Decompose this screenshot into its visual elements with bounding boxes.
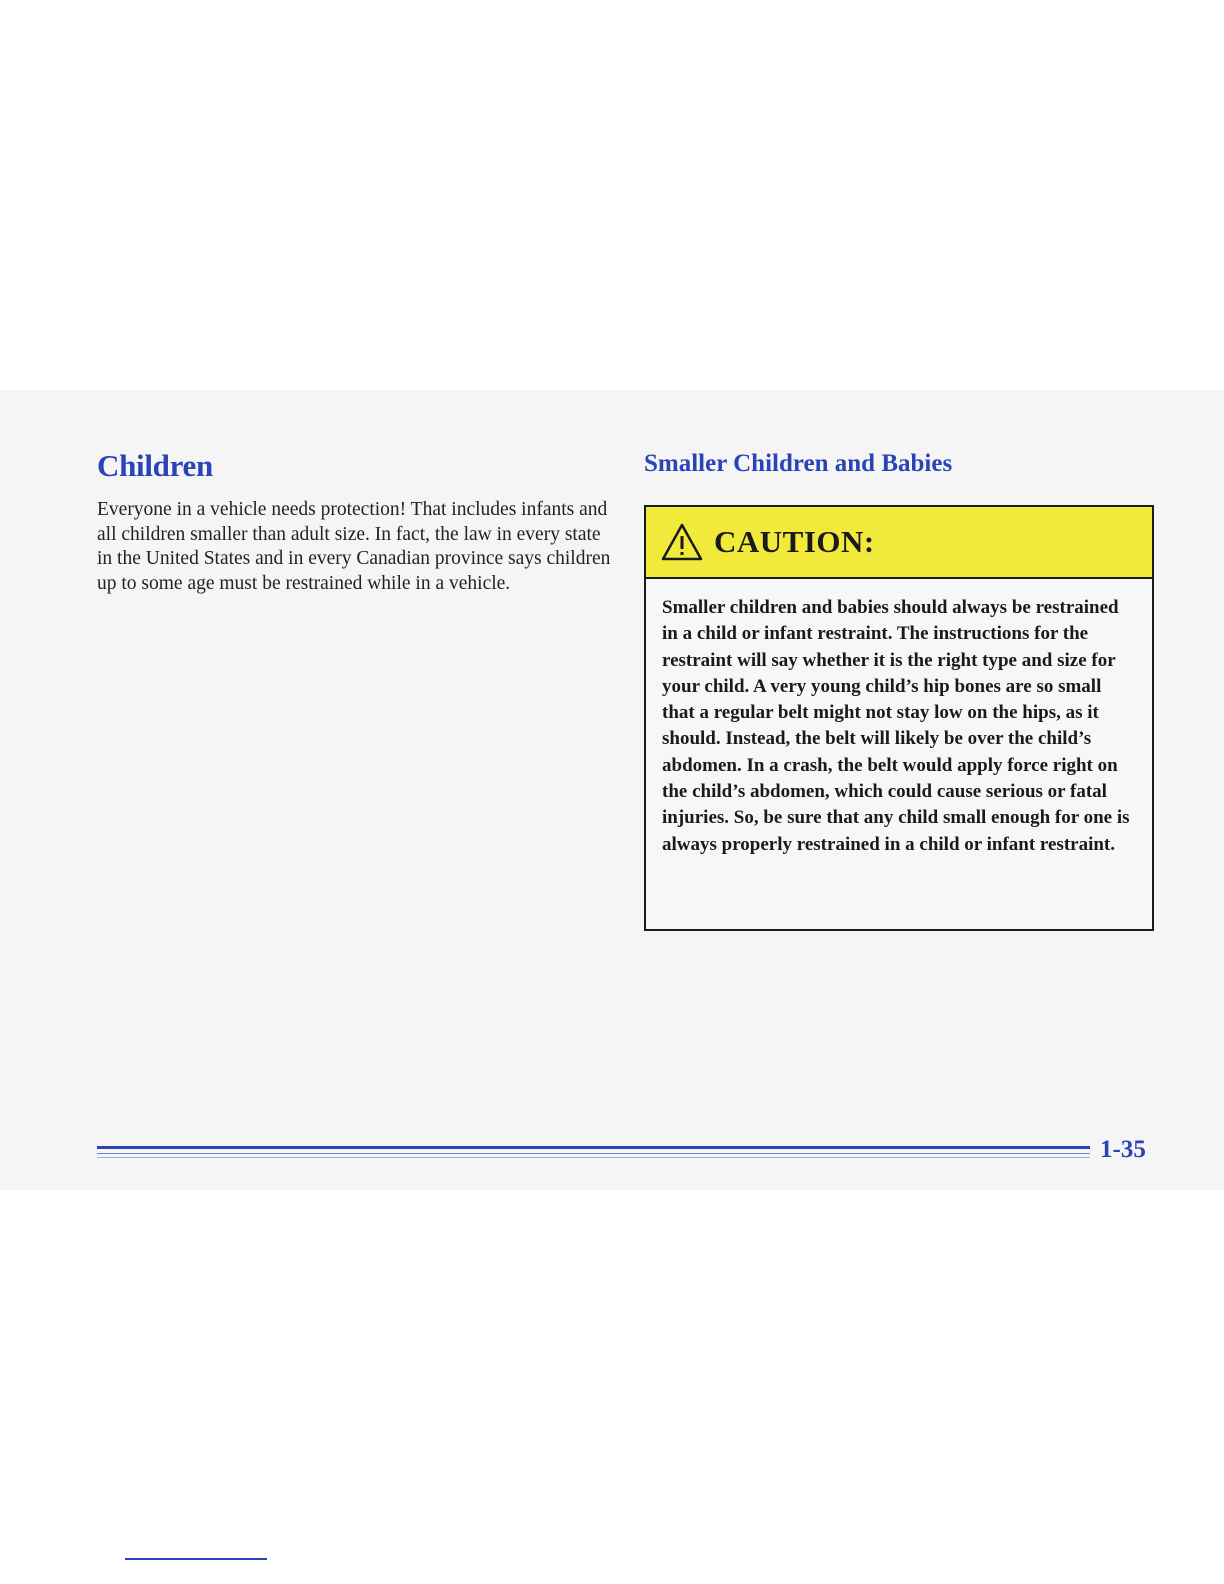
caution-header	[646, 507, 1152, 579]
children-intro-paragraph: Everyone in a vehicle needs protection! That includes infants and all children smaller than adult size. In fact, the law in every state in the United States and in every Canadian province says children up to some age must be restrained while in a vehicle.	[97, 499, 611, 594]
caution-text: Smaller children and babies should always be restrained in a child or infant restraint. The instructions for the restraint will say whether it is the right type and size for your child. A very young child’s hip bones are so small that a regular belt might not stay low on the hips, as it should. Instead, the belt will likely be over the child’s abdomen. In a crash, the belt would apply force right on the child’s abdomen, which could cause serious or fatal injuries. So, be sure that any child small enough for one is always properly restrained in a child or infant restraint.	[662, 597, 1130, 855]
section-heading-smaller-children: Smaller Children and Babies	[644, 450, 953, 477]
section-heading-children: Children	[97, 448, 213, 483]
bottom-divider	[125, 1558, 267, 1560]
footer-rule	[97, 1146, 1090, 1158]
caution-box	[644, 505, 1154, 931]
warning-triangle-icon	[660, 522, 704, 562]
caution-label: CAUTION:	[714, 524, 875, 559]
page-number: 1-35	[1100, 1136, 1146, 1163]
